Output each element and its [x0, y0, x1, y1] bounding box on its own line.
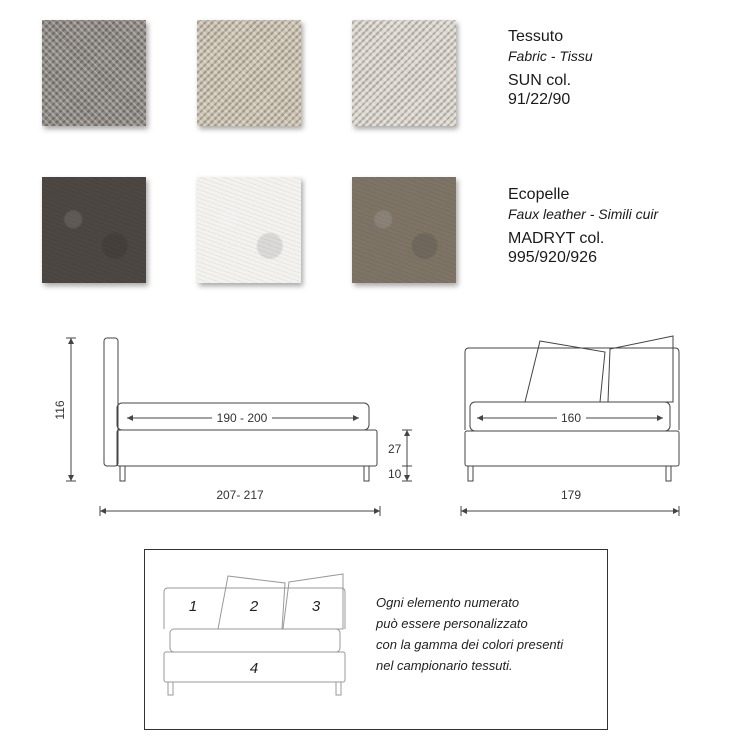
- total-width-label: 179: [560, 488, 582, 502]
- fabric-codes: 91/22/90: [508, 91, 571, 109]
- side-leg-right: [364, 466, 369, 481]
- note-line-4: nel campionario tessuti.: [376, 658, 513, 673]
- side-headboard: [104, 338, 118, 466]
- mattress-width-label: 160: [560, 411, 582, 425]
- fabric-title: Tessuto: [508, 28, 564, 45]
- fabric-collection: SUN col.: [508, 71, 572, 89]
- height-label: 116: [53, 400, 67, 420]
- diagram-label-1: 1: [188, 598, 198, 615]
- leg-height-label: 10: [388, 467, 402, 481]
- base-height-label: 27: [388, 442, 402, 456]
- side-base: [117, 430, 377, 466]
- mattress-length-label: 190 - 200: [216, 411, 268, 425]
- diagram-label-4: 4: [249, 660, 259, 677]
- note-line-2: può essere personalizzato: [376, 616, 528, 631]
- front-cushion-right: [608, 336, 673, 402]
- front-base: [465, 431, 679, 466]
- diagram-label-2: 2: [249, 598, 259, 615]
- front-cushion-left: [525, 341, 605, 402]
- leather-title: Ecopelle: [508, 186, 570, 203]
- leather-collection: MADRYT col.: [508, 229, 605, 247]
- note-line-3: con la gamma dei colori presenti: [376, 637, 564, 652]
- leather-subtitle: Faux leather - Simili cuir: [508, 206, 659, 223]
- side-leg-left: [120, 466, 125, 481]
- leather-codes: 995/920/926: [508, 249, 597, 267]
- total-length-label: 207- 217: [216, 488, 264, 502]
- fabric-subtitle: Fabric - Tissu: [508, 48, 593, 65]
- customization-note: [376, 592, 563, 676]
- front-leg-left: [468, 466, 473, 481]
- note-line-1: Ogni elemento numerato: [376, 595, 520, 610]
- front-leg-right: [666, 466, 671, 481]
- diagram-label-3: 3: [311, 598, 321, 615]
